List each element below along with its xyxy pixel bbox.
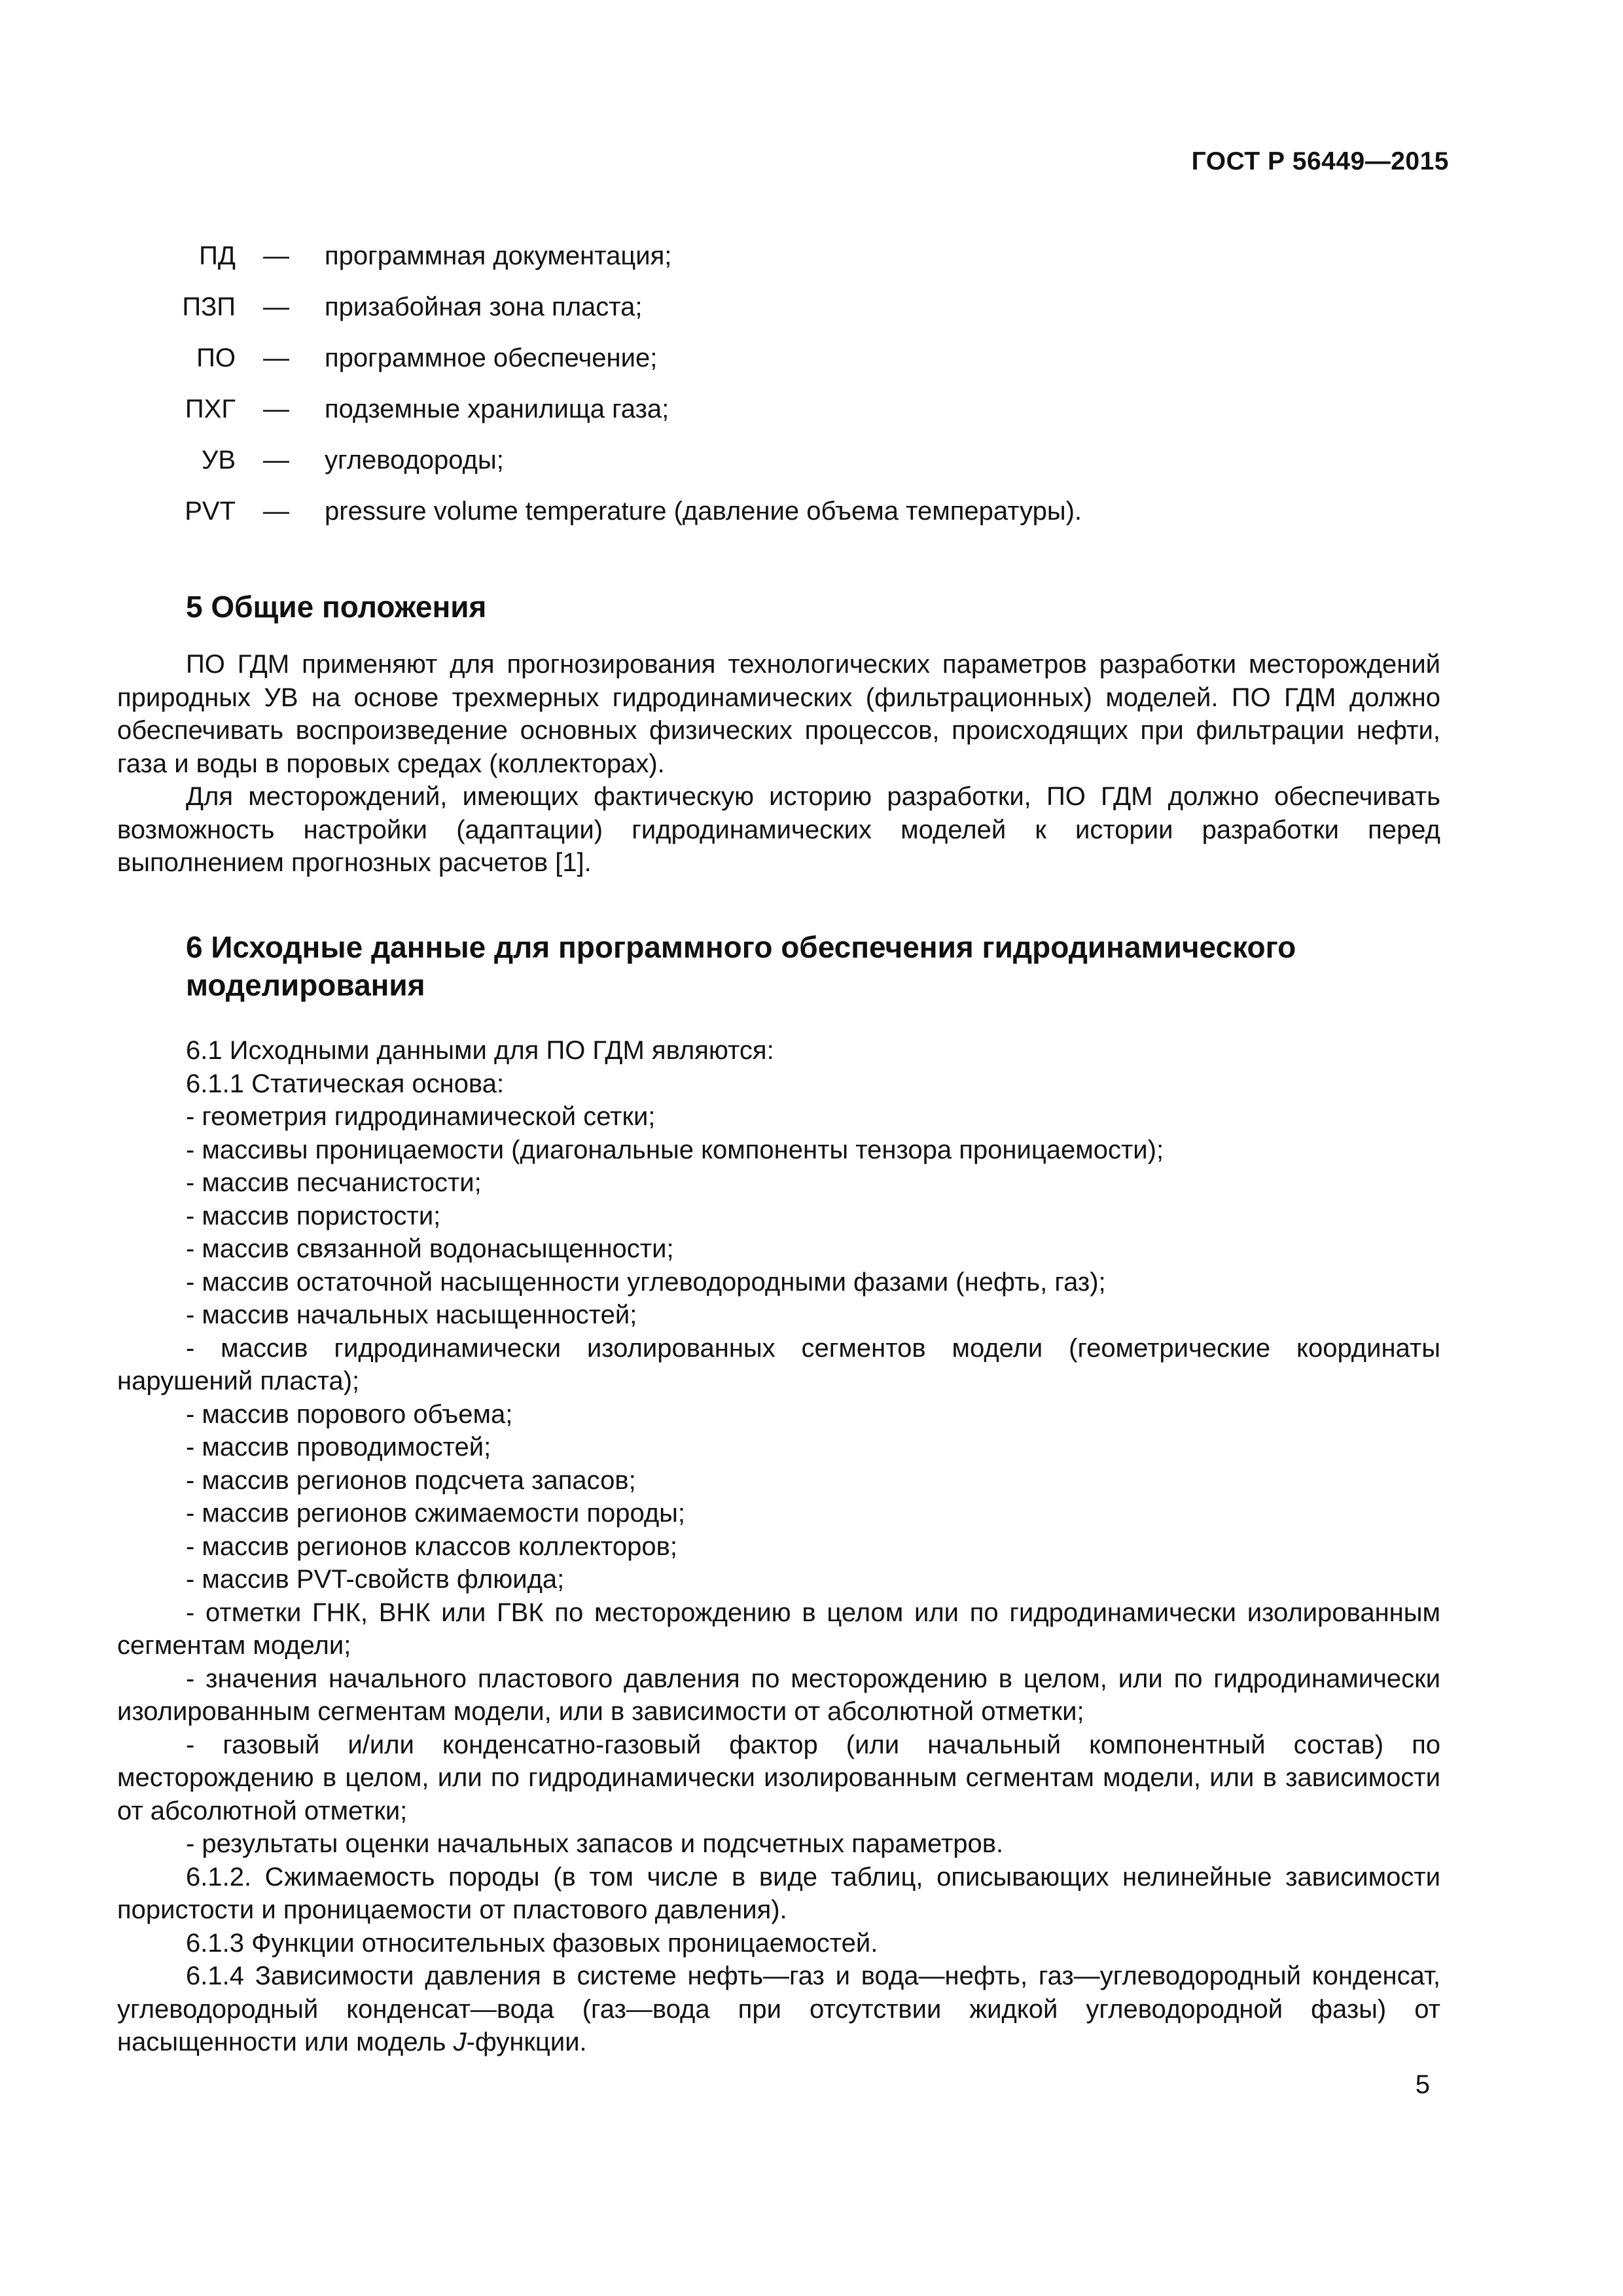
abbreviation-key: ПО (196, 344, 236, 372)
page-number: 5 (1415, 2070, 1430, 2099)
document-header: ГОСТ Р 56449—2015 (1191, 147, 1449, 175)
abbreviation-dash: — (263, 497, 289, 526)
abbreviation-value: подземные хранилища газа; (325, 395, 669, 423)
list-item: - массив песчанистости; (186, 1168, 482, 1197)
abbreviation-dash: — (263, 293, 289, 321)
j-function-symbol: J (453, 2028, 467, 2056)
abbreviation-row (0, 342, 1623, 393)
list-item: - массив остаточной насыщенности углеводородными фазами (нефть, газ); (186, 1267, 1106, 1297)
section-5-title: 5 Общие положения (186, 590, 487, 624)
list-item: - отметки ГНК, ВНК или ГВК по месторождению в целом или по гидродинамически изолированным сегментам модели; (117, 1598, 1440, 1660)
abbreviation-row (0, 495, 1623, 546)
abbreviations-list (0, 240, 1623, 546)
list-item: - массив регионов подсчета запасов; (186, 1465, 636, 1495)
list-item: - газовый и/или конденсатно-газовый фактор (или начальный компонентный состав) по месторождению в целом, или по гидродинамически изолированным сегментам модели, или в зависимости от абсолютной отметки; (117, 1730, 1440, 1825)
clause-6-1: 6.1 Исходными данными для ПО ГДМ являются: (186, 1036, 774, 1065)
abbreviation-key: PVT (185, 497, 236, 526)
paragraph: ПО ГДМ применяют для прогнозирования технологических параметров разработки месторождений природных УВ на основе трехмерных гидродинамических (фильтрационных) моделей. ПО ГДМ должно обеспечивать воспроизведение основных физических процессов, происходящих при фильтрации нефти, газа и воды в поровых средах (коллекторах). (117, 650, 1440, 778)
abbreviation-dash: — (263, 242, 289, 270)
abbreviation-dash: — (263, 446, 289, 475)
clause-6-1-4-suffix: -функции. (466, 2028, 587, 2056)
section-6-body (117, 1034, 1440, 2059)
abbreviation-dash: — (263, 344, 289, 372)
abbreviation-value: призабойная зона пласта; (325, 293, 643, 321)
list-item: - геометрия гидродинамической сетки; (186, 1102, 656, 1131)
list-item: - массив начальных насыщенностей; (186, 1300, 637, 1329)
abbreviation-value: углеводороды; (325, 446, 504, 475)
abbreviation-dash: — (263, 395, 289, 423)
clause-6-1-3: 6.1.3 Функции относительных фазовых проницаемостей. (186, 1928, 878, 1958)
abbreviation-key: ПЗП (182, 293, 236, 321)
list-item: - массив пористости; (186, 1201, 441, 1230)
section-5-body (117, 648, 1440, 880)
list-item: - массив связанной водонасыщенности; (186, 1234, 674, 1263)
abbreviation-row (0, 444, 1623, 495)
list-item: - массив порового объема; (186, 1399, 513, 1429)
list-item: - массив PVT-свойств флюида; (186, 1565, 565, 1594)
list-item: - результаты оценки начальных запасов и подсчетных параметров. (186, 1829, 1004, 1858)
abbreviation-key: ПХГ (185, 395, 236, 423)
abbreviation-row (0, 240, 1623, 291)
list-item: - массив регионов сжимаемости породы; (186, 1499, 686, 1528)
abbreviation-value: pressure volume temperature (давление объема температуры). (325, 497, 1082, 526)
list-item: - массив гидродинамически изолированных сегментов модели (геометрические координаты нарушений пласта); (117, 1333, 1440, 1395)
list-item: - значения начального пластового давления по месторождению в целом, или по гидродинамически изолированным сегментам модели, или в зависимости от абсолютной отметки; (117, 1664, 1440, 1726)
abbreviation-key: УВ (201, 446, 236, 475)
clause-6-1-2: 6.1.2. Сжимаемость породы (в том числе в виде таблиц, описывающих нелинейные зависимости пористости и проницаемости от пластового давления). (117, 1862, 1440, 1924)
abbreviation-value: программная документация; (325, 242, 672, 270)
abbreviation-key: ПД (199, 242, 236, 270)
section-6-title: 6 Исходные данные для программного обеспечения гидродинамического моделирования (186, 930, 1296, 1002)
clause-6-1-4 (117, 1960, 1440, 2059)
list-item: - массив регионов классов коллекторов; (186, 1532, 678, 1561)
abbreviation-row (0, 291, 1623, 342)
list-item: - массивы проницаемости (диагональные компоненты тензора проницаемости); (186, 1135, 1164, 1164)
clause-6-1-1: 6.1.1 Статическая основа: (186, 1069, 505, 1098)
list-item: - массив проводимостей; (186, 1433, 491, 1462)
abbreviation-value: программное обеспечение; (325, 344, 658, 372)
paragraph: Для месторождений, имеющих фактическую историю разработки, ПО ГДМ должно обеспечивать возможность настройки (адаптации) гидродинамических моделей к истории разработки перед выполнением прогнозных расчетов [1]. (117, 782, 1440, 877)
abbreviation-row (0, 393, 1623, 444)
clause-6-1-4-text: 6.1.4 Зависимости давления в системе нефть—газ и вода—нефть, газ—углеводородный конденсат, углеводородный конденсат—вода (газ—вода при отсутствии жидкой углеводородной фазы) от насыщенности или модель (117, 1962, 1440, 2056)
